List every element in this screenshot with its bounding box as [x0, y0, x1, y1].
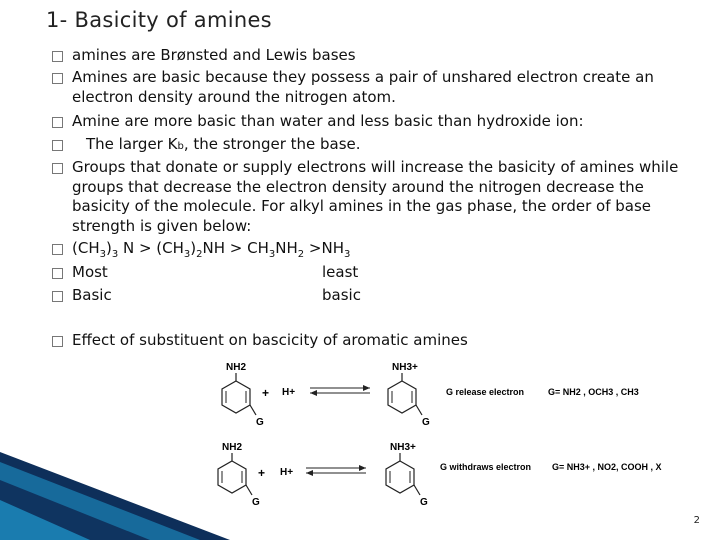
substituent-label: G	[420, 497, 428, 508]
substituent-label: G	[252, 497, 260, 508]
bullet-text	[72, 135, 716, 157]
kb-text: The larger K	[86, 135, 178, 153]
bullet-square-icon	[52, 244, 63, 255]
proton-label: H+	[280, 467, 294, 478]
bullet-square-icon	[52, 291, 63, 302]
bullet-text: Amines are basic because they possess a pair of unshared electron create an electron density around the nitrogen atom.	[72, 68, 654, 106]
substituent-label: G	[422, 417, 430, 428]
page-number: 2	[693, 515, 700, 526]
plus-sign: +	[262, 386, 270, 400]
bullet-square-icon	[52, 336, 63, 347]
bullet-square-icon	[52, 140, 63, 151]
slide-title: 1- Basicity of amines	[46, 8, 272, 32]
bond	[416, 405, 422, 415]
arrowhead-icon	[310, 390, 317, 396]
bullet-text: Most least	[72, 263, 359, 281]
bullet-text: Amine are more basic than water and less basic than hydroxide ion:	[72, 112, 584, 130]
kb-subscript: b	[177, 141, 184, 152]
reaction-row-2	[218, 442, 662, 508]
decorative-corner-graphic	[0, 440, 230, 540]
bond	[414, 485, 420, 495]
plus-sign: +	[258, 466, 266, 480]
kb-rest: , the stronger the base.	[183, 135, 361, 153]
product-group-label: NH3+	[392, 362, 418, 373]
reaction-scheme	[200, 355, 700, 515]
bullet-square-icon	[52, 163, 63, 174]
bond	[246, 485, 252, 495]
base-order-formula: $(CH_3)_3$ $N > (CH_3)_2NH > CH_3NH_2 >NH_3$	[72, 239, 351, 260]
reaction-row-1	[222, 362, 639, 428]
arrowhead-icon	[359, 465, 366, 471]
reactant-group-label: NH2	[222, 442, 243, 453]
example-groups: G= NH3+ , NO2, COOH , X	[552, 462, 662, 472]
substituent-label: G	[256, 417, 264, 428]
bullet-square-icon	[52, 268, 63, 279]
product-group-label: NH3+	[390, 442, 416, 453]
bullet-text: amines are Brønsted and Lewis bases	[72, 46, 356, 64]
bullet-text: Basic basic	[72, 286, 361, 304]
proton-label: H+	[282, 387, 296, 398]
bullet-square-icon	[52, 51, 63, 62]
arrowhead-icon	[306, 470, 313, 476]
effect-label: G withdraws electron	[440, 462, 532, 472]
effect-label: G release electron	[446, 387, 525, 397]
bullet-text: Groups that donate or supply electrons will increase the basicity of amines while groups that decrease the electron density around the nitrogen decrease the basicity of the molecule. For alkyl amines in the gas phase, the order of base strength is given below:	[72, 158, 679, 235]
bond	[250, 405, 256, 415]
reactant-group-label: NH2	[226, 362, 247, 373]
example-groups: G= NH2 , OCH3 , CH3	[548, 387, 639, 397]
bullet-text: Effect of substituent on bascicity of aromatic amines	[72, 331, 468, 349]
bullet-square-icon	[52, 117, 63, 128]
bullet-square-icon	[52, 73, 63, 84]
arrowhead-icon	[363, 385, 370, 391]
